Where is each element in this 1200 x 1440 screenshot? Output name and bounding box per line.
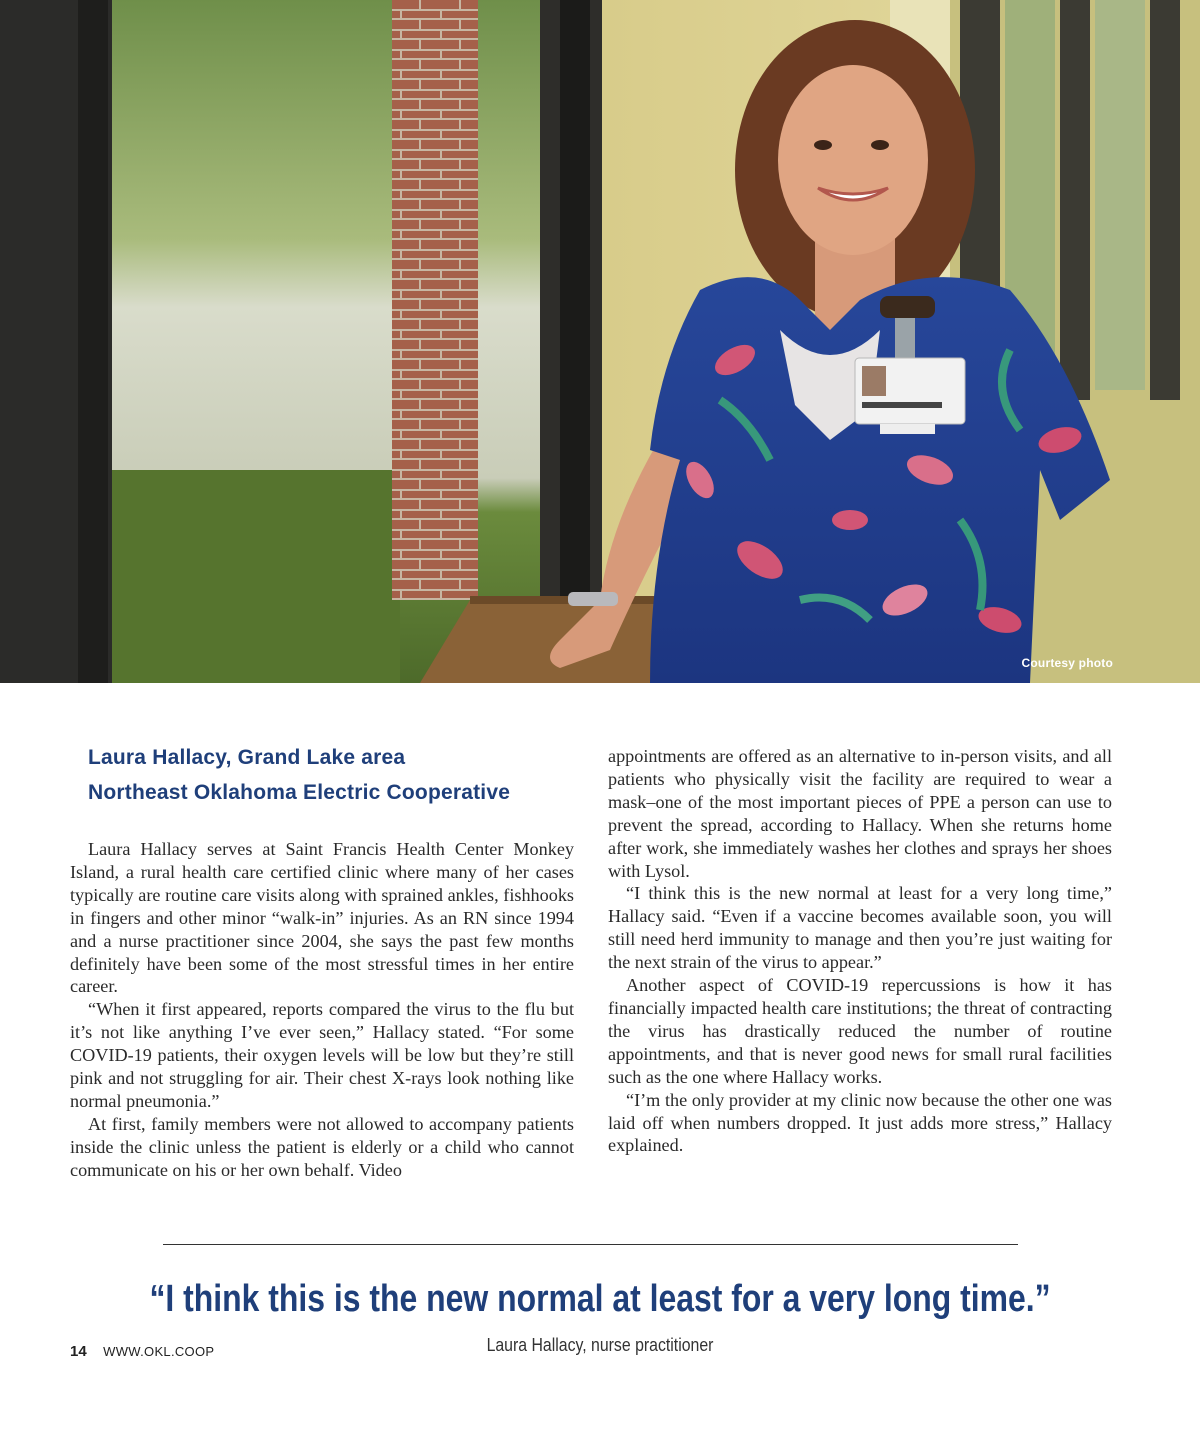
pull-quote: “I think this is the new normal at least for a very long time.”	[149, 1278, 1051, 1320]
photo-credit: Courtesy photo	[1021, 656, 1113, 670]
pull-quote-attribution: Laura Hallacy, nurse practitioner	[486, 1335, 714, 1355]
website-link[interactable]: WWW.OKL.COOP	[103, 1344, 215, 1359]
article-paragraph: At first, family members were not allowed to accompany patients inside the clinic unless the patient is elderly or a child who cannot communicate on his or her own behalf. Video	[70, 1113, 574, 1180]
article-paragraph: “I’m the only provider at my clinic now because the other one was laid off when numbers dropped. It just adds more stress,” Hallacy explained.	[608, 1089, 1112, 1156]
feature-photo	[0, 0, 1200, 683]
article-paragraph: Laura Hallacy serves at Saint Francis Health Center Monkey Island, a rural health care certified clinic where many of her cases typically are routine care visits along with sprained ankles, fishhooks in fingers and other minor “walk-in” injuries. As an RN since 1994 and a nurse practitioner since 2004, she says the past few months definitely have been some of the most stressful times in her entire career.	[70, 839, 574, 997]
article-paragraph: appointments are offered as an alternative to in-person visits, and all patients who physically visit the facility are required to wear a mask–one of the most important pieces of PPE a person can use to prevent the spread, according to Hallacy. When she returns home after work, she immediately washes her clothes and sprays her shoes with Lysol.	[608, 746, 1112, 881]
pull-quote-divider	[163, 1244, 1018, 1245]
page-footer	[70, 1343, 214, 1361]
photo-illustration	[0, 0, 1200, 683]
byline-name-area: Laura Hallacy, Grand Lake area	[88, 746, 406, 769]
article-paragraph: “When it first appeared, reports compared the virus to the flu but it’s not like anything I’ve ever seen,” Hallacy stated. “For some COVID-19 patients, their oxygen levels will be low but they’re still pink and not struggling for air. Their chest X-rays look nothing like normal pneumonia.”	[70, 999, 574, 1111]
article-paragraph: Another aspect of COVID-19 repercussions is how it has financially impacted health care institutions; the threat of contracting the virus has drastically reduced the number of routine appointments, and that is never good news for small rural facilities such as the one where Hallacy works.	[608, 975, 1112, 1087]
article-column-left	[70, 838, 574, 1182]
byline-cooperative: Northeast Oklahoma Electric Cooperative	[88, 781, 511, 804]
article-paragraph: “I think this is the new normal at least for a very long time,” Hallacy said. “Even if a vaccine becomes available soon, you will still need herd immunity to manage and then you’re just waiting for the next strain of the virus to appear.”	[608, 883, 1112, 973]
article-column-right	[608, 745, 1112, 1157]
page-number: 14	[70, 1343, 87, 1360]
